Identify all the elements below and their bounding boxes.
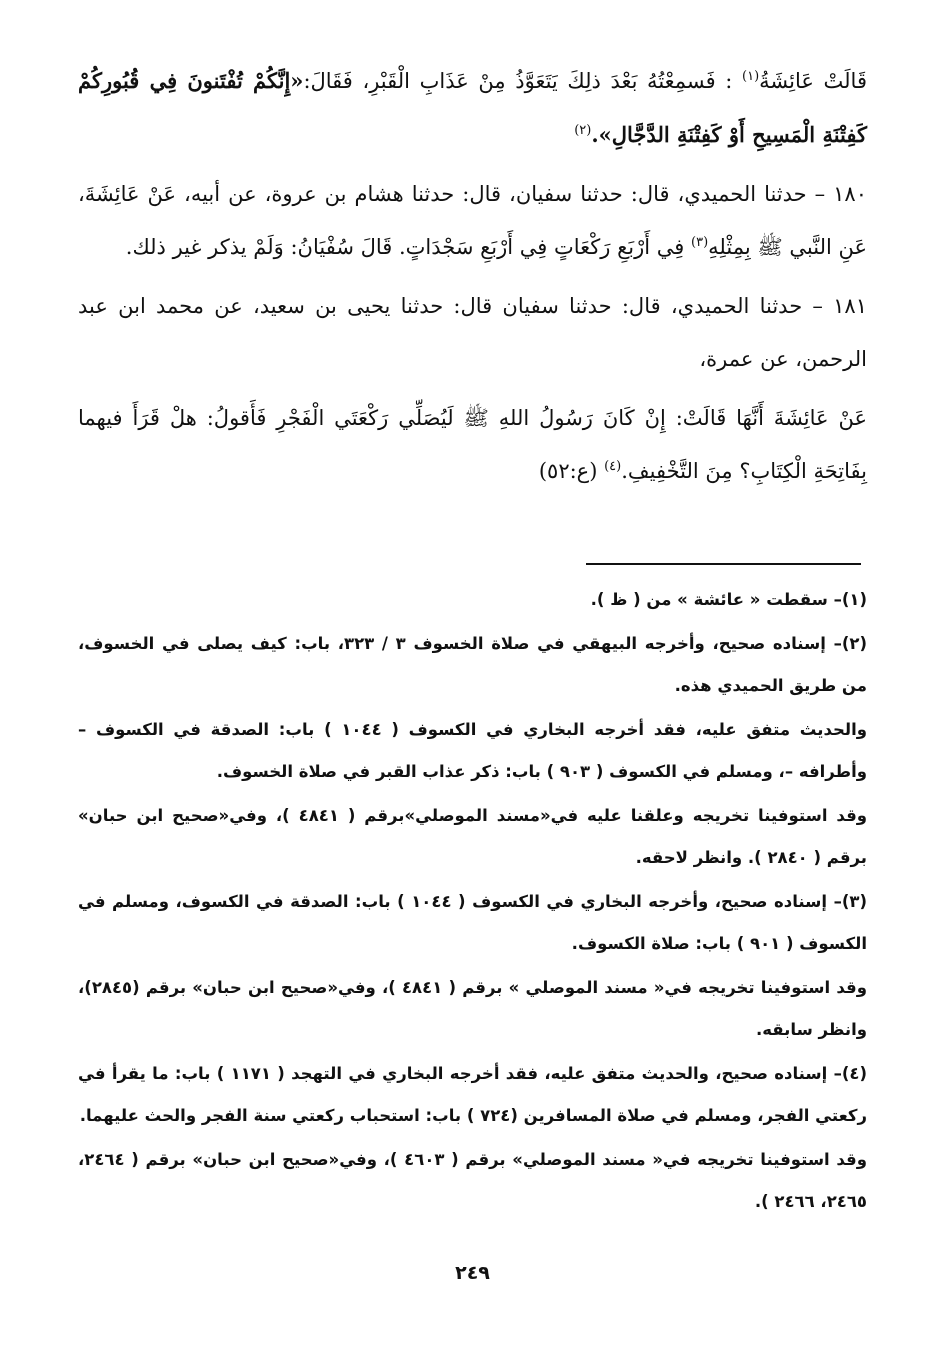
- footnote-3: (٣)– إسناده صحيح، وأخرجه البخاري في الكسوف ( ١٠٤٤ ) باب: الصدقة في الكسوف، ومسلم في الكسوف ( ٩٠١ ) باب: صلاة الكسوف.: [78, 892, 867, 953]
- footnote-2-continued: وقد استوفينا تخريجه وعلقنا عليه في«مسند الموصلي»برقم ( ٤٨٤١ )، وفي«صحيح ابن حبان» برقم ( ٢٨٤٠ ). وانظر لاحقه.: [78, 806, 867, 867]
- footnote-ref-4: (٤): [604, 459, 622, 474]
- footnote-1: (١)– سقطت « عائشة » من ( ظ ).: [590, 590, 867, 609]
- footnote-ref-1: (١): [742, 69, 760, 84]
- hadith-paragraph-180: [78, 168, 867, 274]
- main-text: [78, 54, 867, 504]
- hadith-paragraph-181-matn: [78, 392, 867, 498]
- hadith-paragraph-181-isnad: [78, 280, 867, 386]
- hadith-text: فِي أَرْبَعِ رَكْعَاتٍ فِي أَرْبَعِ سَجْدَاتٍ. قَالَ سُفْيَانُ: وَلَمْ يذكر غير ذلك.: [125, 235, 691, 259]
- hadith-text: ١٨٠ – حدثنا الحميدي، قال: حدثنا سفيان، قال: حدثنا هشام بن عروة، عن أبيه، عَنْ عَائِشَةَ، عَنِ النَّبي ﷺ بِمِثْلِهِ: [78, 182, 867, 259]
- footnote-2: (٢)– إسناده صحيح، وأخرجه البيهقي في صلاة الخسوف ٣ / ٣٢٣، باب: كيف يصلى في الخسوف، من طريق الحميدي هذه.: [78, 634, 868, 695]
- prophetic-quote: «إِنَّكُمْ تُفْتَنونَ فِي قُبُورِكُمْ كَفِتْنَةِ الْمَسِيحِ أَوْ كَفِتْنَةِ الدَّجَّالِ».: [78, 68, 867, 147]
- footnote-4: (٤)– إسناده صحيح، والحديث متفق عليه، فقد أخرجه البخاري في التهجد ( ١١٧١ ) باب: ما يقرأ في ركعتي الفجر، ومسلم في صلاة المسافرين (٧٢٤ ) باب: استحباب ركعتي سنة الفجر والحث عليهما.: [78, 1064, 868, 1125]
- hadith-text: : فَسمِعْتُهُ بَعْدَ ذلِكَ يَتَعَوَّذُ مِنْ عَذَابِ الْقَبْرِ، فَقَالَ:: [303, 69, 743, 93]
- isnad-text: ١٨١ – حدثنا الحميدي، قال: حدثنا سفيان قال: حدثنا يحيى بن سعيد، عن محمد ابن عبد الرحمن، عن عمرة،: [78, 294, 867, 371]
- hadith-text: عَنْ عَائِشَةَ أَنَّهَا قَالَتْ: إِنْ كَانَ رَسُولُ اللهِ ﷺ لَيُصَلِّي رَكْعَتَي الْفَجْرِ فَأَقولُ: هلْ قَرَأَ فيهما بِفَاتِحَةِ الْكِتَابِ؟ مِنَ التَّخْفِيفِ.: [78, 406, 867, 483]
- footnote-ref-3: (٣): [691, 235, 709, 250]
- source-ref: (ع:٥٢): [538, 459, 605, 483]
- page-number: ٢٤٩: [455, 1262, 490, 1284]
- footnote-2-continued: والحديث متفق عليه، فقد أخرجه البخاري في الكسوف ( ١٠٤٤ ) باب: الصدقة في الكسوف – وأطرافه –، ومسلم في الكسوف ( ٩٠٣ ) باب: ذكر عذاب القبر في صلاة الخسوف.: [78, 720, 868, 781]
- footnote-ref-2: (٢): [574, 123, 592, 138]
- footnote-3-continued: وقد استوفينا تخريجه في« مسند الموصلي » برقم ( ٤٨٤١ )، وفي«صحيح ابن حبان» برقم (٢٨٤٥)، وانظر سابقه.: [78, 978, 867, 1039]
- narrator-text: قَالَتْ عَائِشَةُ: [759, 69, 867, 93]
- hadith-paragraph-1: [78, 54, 867, 162]
- footnotes: [78, 579, 867, 1225]
- footnote-separator: [586, 563, 861, 565]
- footnote-4-continued: وقد استوفينا تخريجه في« مسند الموصلي» برقم ( ٤٦٠٣ )، وفي«صحيح ابن حبان» برقم ( ٢٤٦٤، ٢٤٦٥، ٢٤٦٦ ).: [78, 1150, 867, 1211]
